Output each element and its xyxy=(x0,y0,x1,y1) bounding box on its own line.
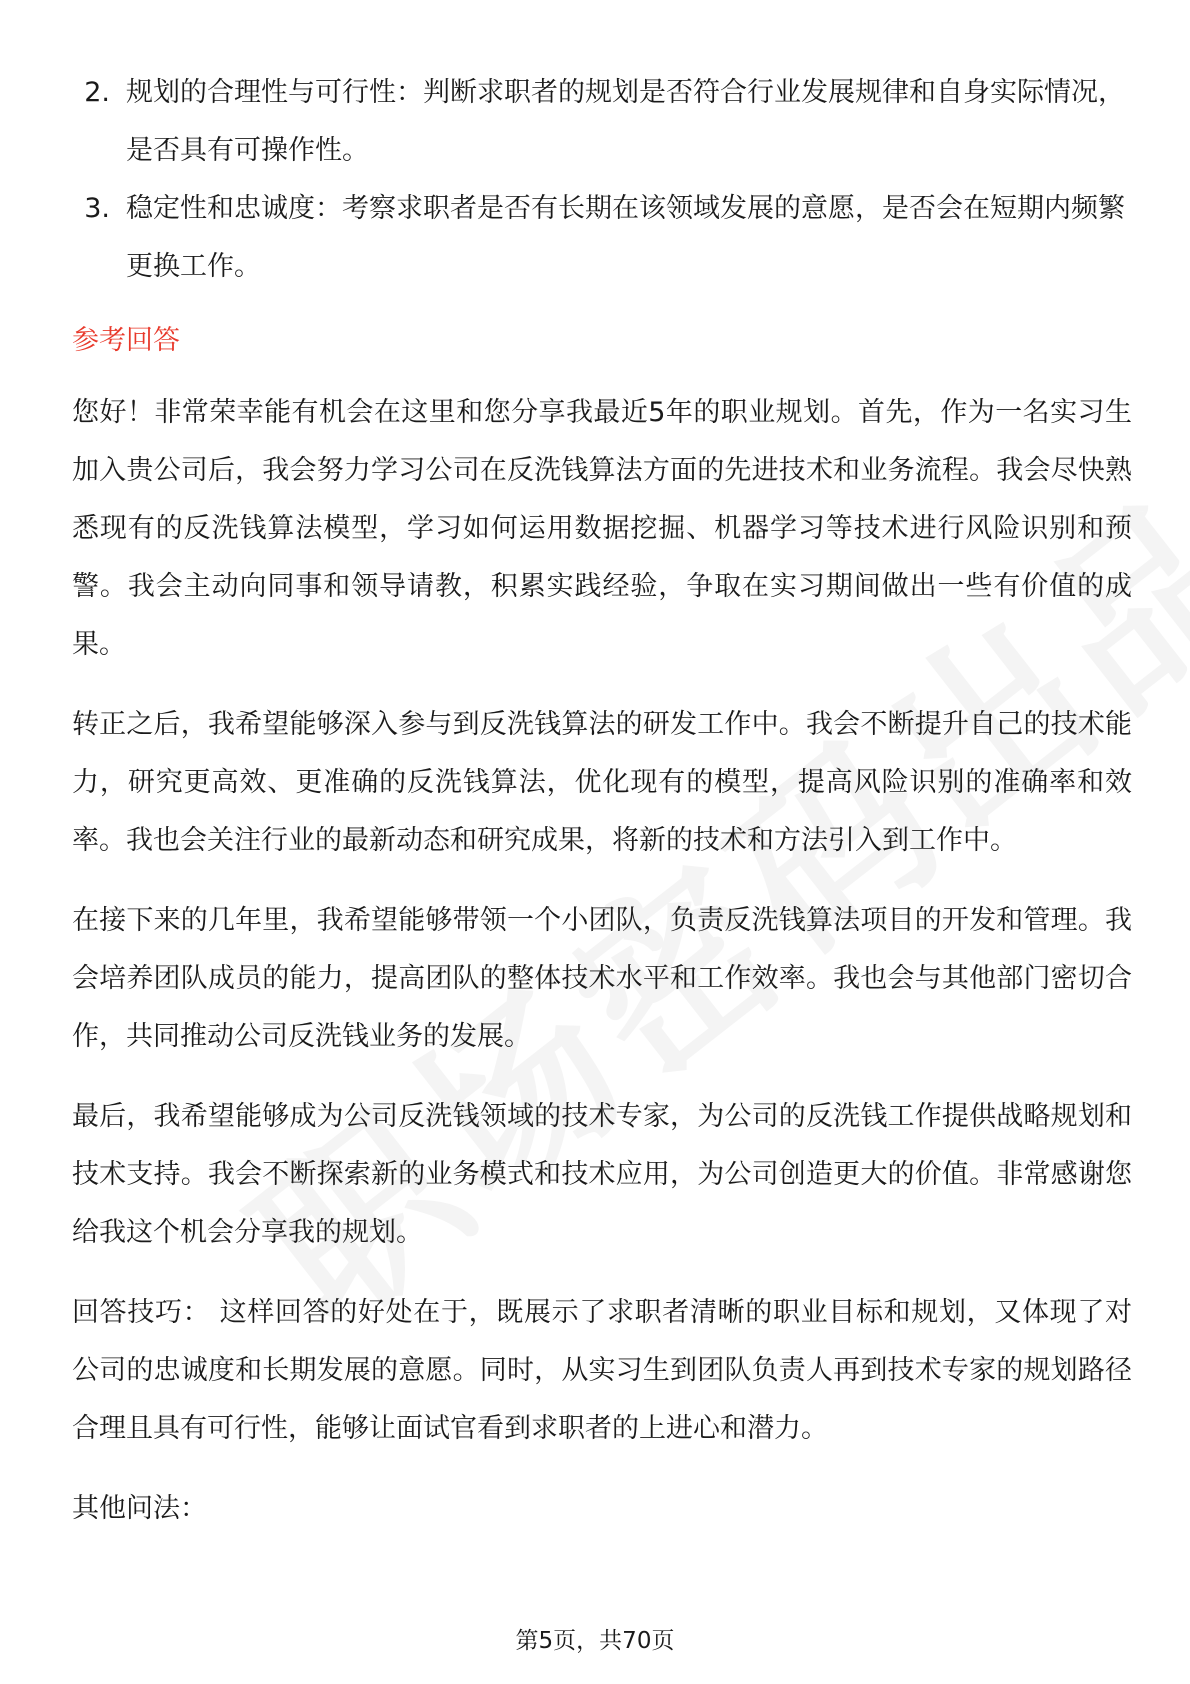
paragraph-expert: 最后，我希望能够成为公司反洗钱领域的技术专家，为公司的反洗钱工作提供战略规划和技术支持。我会不断探索新的业务模式和技术应用，为公司创造更大的价值。非常感谢您给我这个机会分享我的规划。 xyxy=(72,1101,1132,1248)
list-number: 3. xyxy=(84,193,110,224)
paragraph-other-questions: 其他问法： xyxy=(72,1493,207,1524)
paragraph-intro: 您好！非常荣幸能有机会在这里和您分享我最近5年的职业规划。首先，作为一名实习生加入贵公司后，我会努力学习公司在反洗钱算法方面的先进技术和业务流程。我会尽快熟悉现有的反洗钱算法模型，学习如何运用数据挖掘、机器学习等技术进行风险识别和预警。我会主动向同事和领导请教，积累实践经验，争取在实习期间做出一些有价值的成果。 xyxy=(72,397,1132,660)
paragraph-answer-tips: 回答技巧： 这样回答的好处在于，既展示了求职者清晰的职业目标和规划，又体现了对公司的忠诚度和长期发展的意愿。同时，从实习生到团队负责人再到技术专家的规划路径合理且具有可行性，能够让面试官看到求职者的上进心和潜力。 xyxy=(72,1297,1132,1444)
page-footer: 第5页，共70页 xyxy=(515,1628,675,1654)
list-number: 2. xyxy=(84,77,110,108)
list-item xyxy=(72,180,1132,296)
list-text: 规划的合理性与可行性：判断求职者的规划是否符合行业发展规律和自身实际情况，是否具有可操作性。 xyxy=(126,77,1125,166)
list-text: 稳定性和忠诚度：考察求职者是否有长期在该领域发展的意愿，是否会在短期内频繁更换工作。 xyxy=(126,193,1125,282)
list-item xyxy=(72,64,1132,180)
paragraph-team-lead: 在接下来的几年里，我希望能够带领一个小团队，负责反洗钱算法项目的开发和管理。我会培养团队成员的能力，提高团队的整体技术水平和工作效率。我也会与其他部门密切合作，共同推动公司反洗钱业务的发展。 xyxy=(72,905,1132,1052)
page-content xyxy=(72,64,1132,1560)
reference-answer-heading: 参考回答 xyxy=(72,325,180,356)
paragraph-after-probation: 转正之后，我希望能够深入参与到反洗钱算法的研发工作中。我会不断提升自己的技术能力，研究更高效、更准确的反洗钱算法，优化现有的模型，提高风险识别的准确率和效率。我也会关注行业的最新动态和研究成果，将新的技术和方法引入到工作中。 xyxy=(72,709,1132,856)
